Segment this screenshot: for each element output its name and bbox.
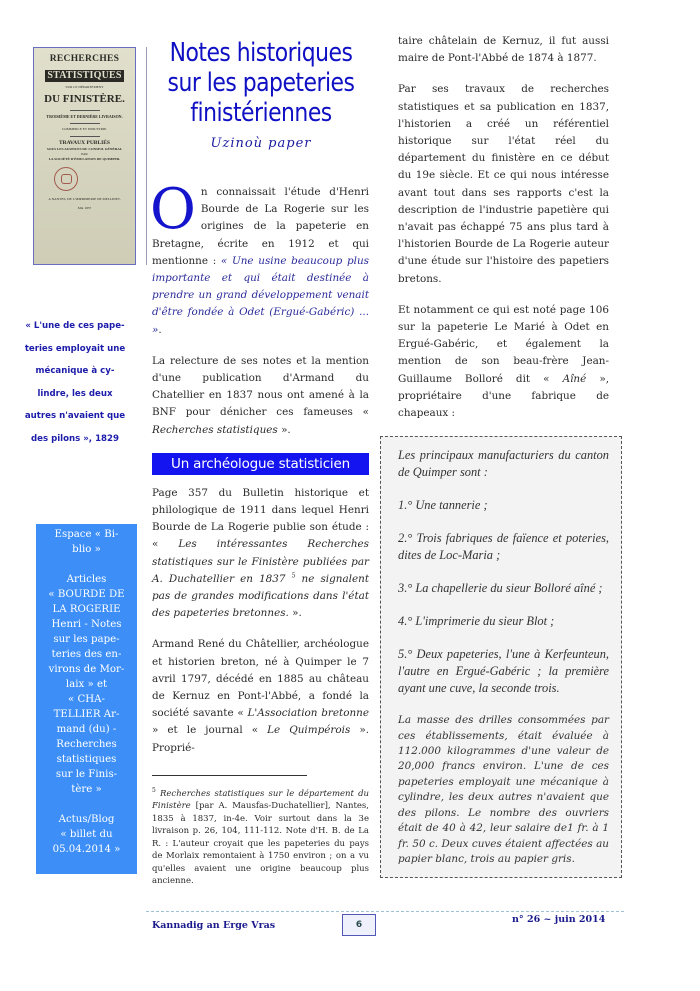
column-divider — [146, 47, 147, 265]
quote-intro: Les principaux manufacturiers du canton de Quimper sont : — [398, 448, 609, 480]
p7-end: », propriétaire d'une fabrique de chapeaux : — [398, 372, 610, 420]
cover-line: A NANTES, DE L'IMPRIMERIE DE MELLINET. — [48, 197, 121, 201]
blog-line: 05.04.2014 » — [52, 844, 121, 855]
p4-italic: L'Association bretonne — [247, 707, 369, 720]
book-cover-image — [33, 47, 136, 265]
biblio-line: LA ROGERIE — [52, 604, 121, 615]
sidebar-quote — [10, 315, 140, 450]
article-title — [150, 38, 372, 128]
biblio-heading: blio » — [72, 544, 101, 555]
biblio-line: mand (du) - — [56, 724, 117, 735]
quote-list-item: 1.° Une tannerie ; — [398, 498, 488, 513]
cover-rule — [70, 136, 100, 137]
quote-list-item: 5.° Deux papeteries, l'une à Kerfeunteun, l'autre en Ergué-Gabéric ; la première ayant une cuve, la seconde trois. — [398, 647, 609, 696]
drop-cap: O — [150, 177, 196, 242]
footer-divider — [146, 911, 624, 912]
quote-line: des pilons », 1829 — [31, 433, 119, 444]
biblio-line: tère » — [71, 784, 102, 795]
p7-italic: Aîné — [562, 372, 587, 385]
quote-box — [380, 436, 622, 878]
cover-line: DU FINISTÈRE. — [44, 93, 125, 105]
section-heading: Un archéologue statisticien — [152, 453, 369, 475]
cover-rule — [70, 123, 100, 124]
footnote-italic: Recherches statistiques sur le département du Finistère — [152, 788, 370, 812]
left-article-column — [150, 177, 370, 888]
cover-line: TROISIÈME ET DERNIÈRE LIVRAISON. — [46, 114, 123, 119]
cover-line: LA SOCIÉTÉ D'ÉMULATION DE QUIMPER. — [48, 157, 121, 161]
quote-list-item: 3.° La chapellerie du sieur Bolloré aîné ; — [398, 581, 603, 596]
footnote-text: [par A. Mausfas-Duchatellier], Nantes, 1835 à 1837, in-4e. Voir surtout dans la 3e livraison p. 26, 104, 111-112. Note d'H. B. de La R. : L'auteur croyait que les papeteries du pays de Morlaix remontaient à 1750 environ ; on a vu qu'elles avaient une origine beaucoup plus ancienne. — [152, 801, 369, 887]
biblio-line: virons de Mor- — [48, 664, 125, 675]
cover-line: STATISTIQUES — [47, 70, 122, 81]
blog-line: Actus/Blog — [58, 814, 115, 825]
cover-rule — [70, 110, 100, 111]
quote-line: mécanique à cy- — [35, 366, 115, 376]
cover-line: Mai 1837 — [77, 206, 92, 210]
p3-text: Page 357 du Bulletin historique et philologique de 1911 dans lequel Henri Bourde de La Rogerie publie son étude : « — [152, 486, 369, 551]
cover-line: COMMERCE ET INDUSTRIE. — [61, 127, 108, 131]
paragraph-2 — [152, 353, 369, 439]
paragraph-6: Par ses travaux de recherches statistiques et sa publication en 1837, l'historien a créé un référentiel historique sur l'état réel du département du finistère en ce début du 19e siècle. Et ce qui nous intéresse avant tout dans ses rapports c'est la description de l'industrie papetière qui n'avait pas échappé 75 ans plus tard à l'historien Bourde de La Rogerie auteur d'une étude sur l'histoire des papetiers bretons. — [398, 83, 609, 285]
biblio-line: « BOURDE DE — [48, 589, 125, 600]
p3-italic: ne signalent pas de grandes modifications dans l'état des papeteries bretonnes. — [152, 572, 369, 620]
intro-quote: « Une usine beaucoup plus importante et qui était destinée à prendre un grand développement venait d'être fondée à Odet (Ergué-Gabéric) ... » — [152, 254, 369, 336]
blog-line: « billet du — [60, 829, 113, 840]
cover-line: SUR LE DÉPARTEMENT — [65, 85, 104, 89]
page-number-text: 6 — [355, 920, 363, 930]
title-line: sur les papeteries — [167, 68, 355, 98]
cover-line: TRAVAUX PUBLIÉS — [59, 140, 110, 146]
quote-line: autres n'avaient que — [24, 411, 126, 421]
quote-paragraph: La masse des drilles consommées par ces établissements, était évaluée à 112.000 kilogrammes d'une valeur de 20,000 francs environ. L'une de ces papeteries employait une mécanique à cylindre, les deux autres n'avaient que des pilons. Le nombre des ouvriers était de 40 à 42, leur salaire de1 fr. à 1 fr. 50 c. Deux cuves étaient affectées au papier blanc, trois au papier gris. — [398, 714, 609, 865]
cover-line: SOUS LES AUSPICES DU CONSEIL GÉNÉRAL — [46, 147, 123, 151]
biblio-box[interactable] — [36, 524, 137, 874]
right-article-column — [398, 33, 609, 878]
quote-line: « L'une de ces pape- — [25, 321, 125, 331]
biblio-line: laix » et — [65, 679, 108, 690]
biblio-line: statistiques — [56, 754, 117, 765]
cover-line: PAR — [81, 152, 88, 156]
cover-line: RECHERCHES — [49, 54, 120, 64]
footnote-separator — [152, 775, 307, 776]
quote-list-item: 2.° Trois fabriques de faïence et poteries, dites de Loc-Maria ; — [398, 531, 609, 563]
article-subtitle: Uzinoù paper — [210, 136, 312, 151]
p2-text: La relecture de ses notes et la mention d'une publication d'Armand du Chatellier en 1837 nous ont amené à la BNF pour dénicher ces fameuses « — [152, 354, 369, 419]
publication-name: Kannadig an Erge Vras — [152, 920, 276, 931]
quote-line: teries employait une — [24, 343, 126, 354]
biblio-line: « CHA- — [68, 694, 105, 705]
footnote-number: 5 — [152, 787, 156, 795]
biblio-line: Recherches — [56, 739, 117, 750]
biblio-line: TELLIER Ar- — [53, 709, 120, 720]
intro-paragraph — [150, 177, 369, 339]
p4-text: Armand René du Châtellier, archéologue et historien breton, né à Quimper le 7 avril 1797, décédé en 1885 au château de Kernuz en Pont-l'Abbé, a fondé la société savante « — [152, 638, 369, 720]
intro-end: . — [158, 323, 162, 336]
biblio-line: Henri - Notes — [51, 619, 122, 630]
biblio-line: sur le Finis- — [55, 769, 118, 780]
intro-text: n connaissait l'étude d'Henri Bourde de La Rogerie sur les origines de la papeterie en Bretagne, écrite en 1912 et qui mentionne : — [152, 186, 369, 267]
p2-italic: Recherches statistiques — [152, 423, 278, 436]
quote-line: lindre, les deux — [37, 388, 113, 399]
p3-end: ». — [288, 607, 302, 620]
page-number — [342, 914, 376, 936]
paragraph-4 — [152, 636, 369, 756]
biblio-line: sur les pape- — [53, 634, 120, 645]
footnote-ref[interactable]: 5 — [291, 572, 296, 580]
p7-text: Et notamment ce qui est noté page 106 sur la papeterie Le Marié à Odet en Ergué-Gabéric, et également la mention de son beau-frère Jean-Guillaume Bolloré dit « — [398, 303, 609, 385]
paragraph-3 — [152, 485, 369, 623]
footnote — [152, 788, 369, 888]
paragraph-7 — [398, 302, 609, 422]
title-line: Notes historiques — [169, 38, 353, 68]
p2-end: ». — [277, 423, 291, 436]
quote-list-item: 4.° L'imprimerie du sieur Blot ; — [398, 614, 555, 629]
title-line: finistériennes — [190, 98, 332, 128]
p3-italic: Les intéressantes Recherches statistiques sur le Finistère publiées par A. Duchatellier en 1837 — [152, 538, 369, 585]
biblio-heading: Espace « Bi- — [54, 529, 119, 540]
paragraph-5: taire châtelain de Kernuz, il fut aussi maire de Pont-l'Abbé de 1874 à 1877. — [398, 35, 609, 65]
biblio-line: Articles — [66, 574, 107, 585]
p4-mid: » et le journal « — [152, 724, 268, 737]
p4-end: ». Proprié- — [152, 724, 370, 754]
p4-italic: Le Quimpérois — [267, 724, 351, 737]
issue-info: n° 26 ~ juin 2014 — [512, 914, 606, 925]
biblio-line: teries des en- — [51, 649, 122, 660]
seal-stamp-icon — [54, 167, 78, 191]
